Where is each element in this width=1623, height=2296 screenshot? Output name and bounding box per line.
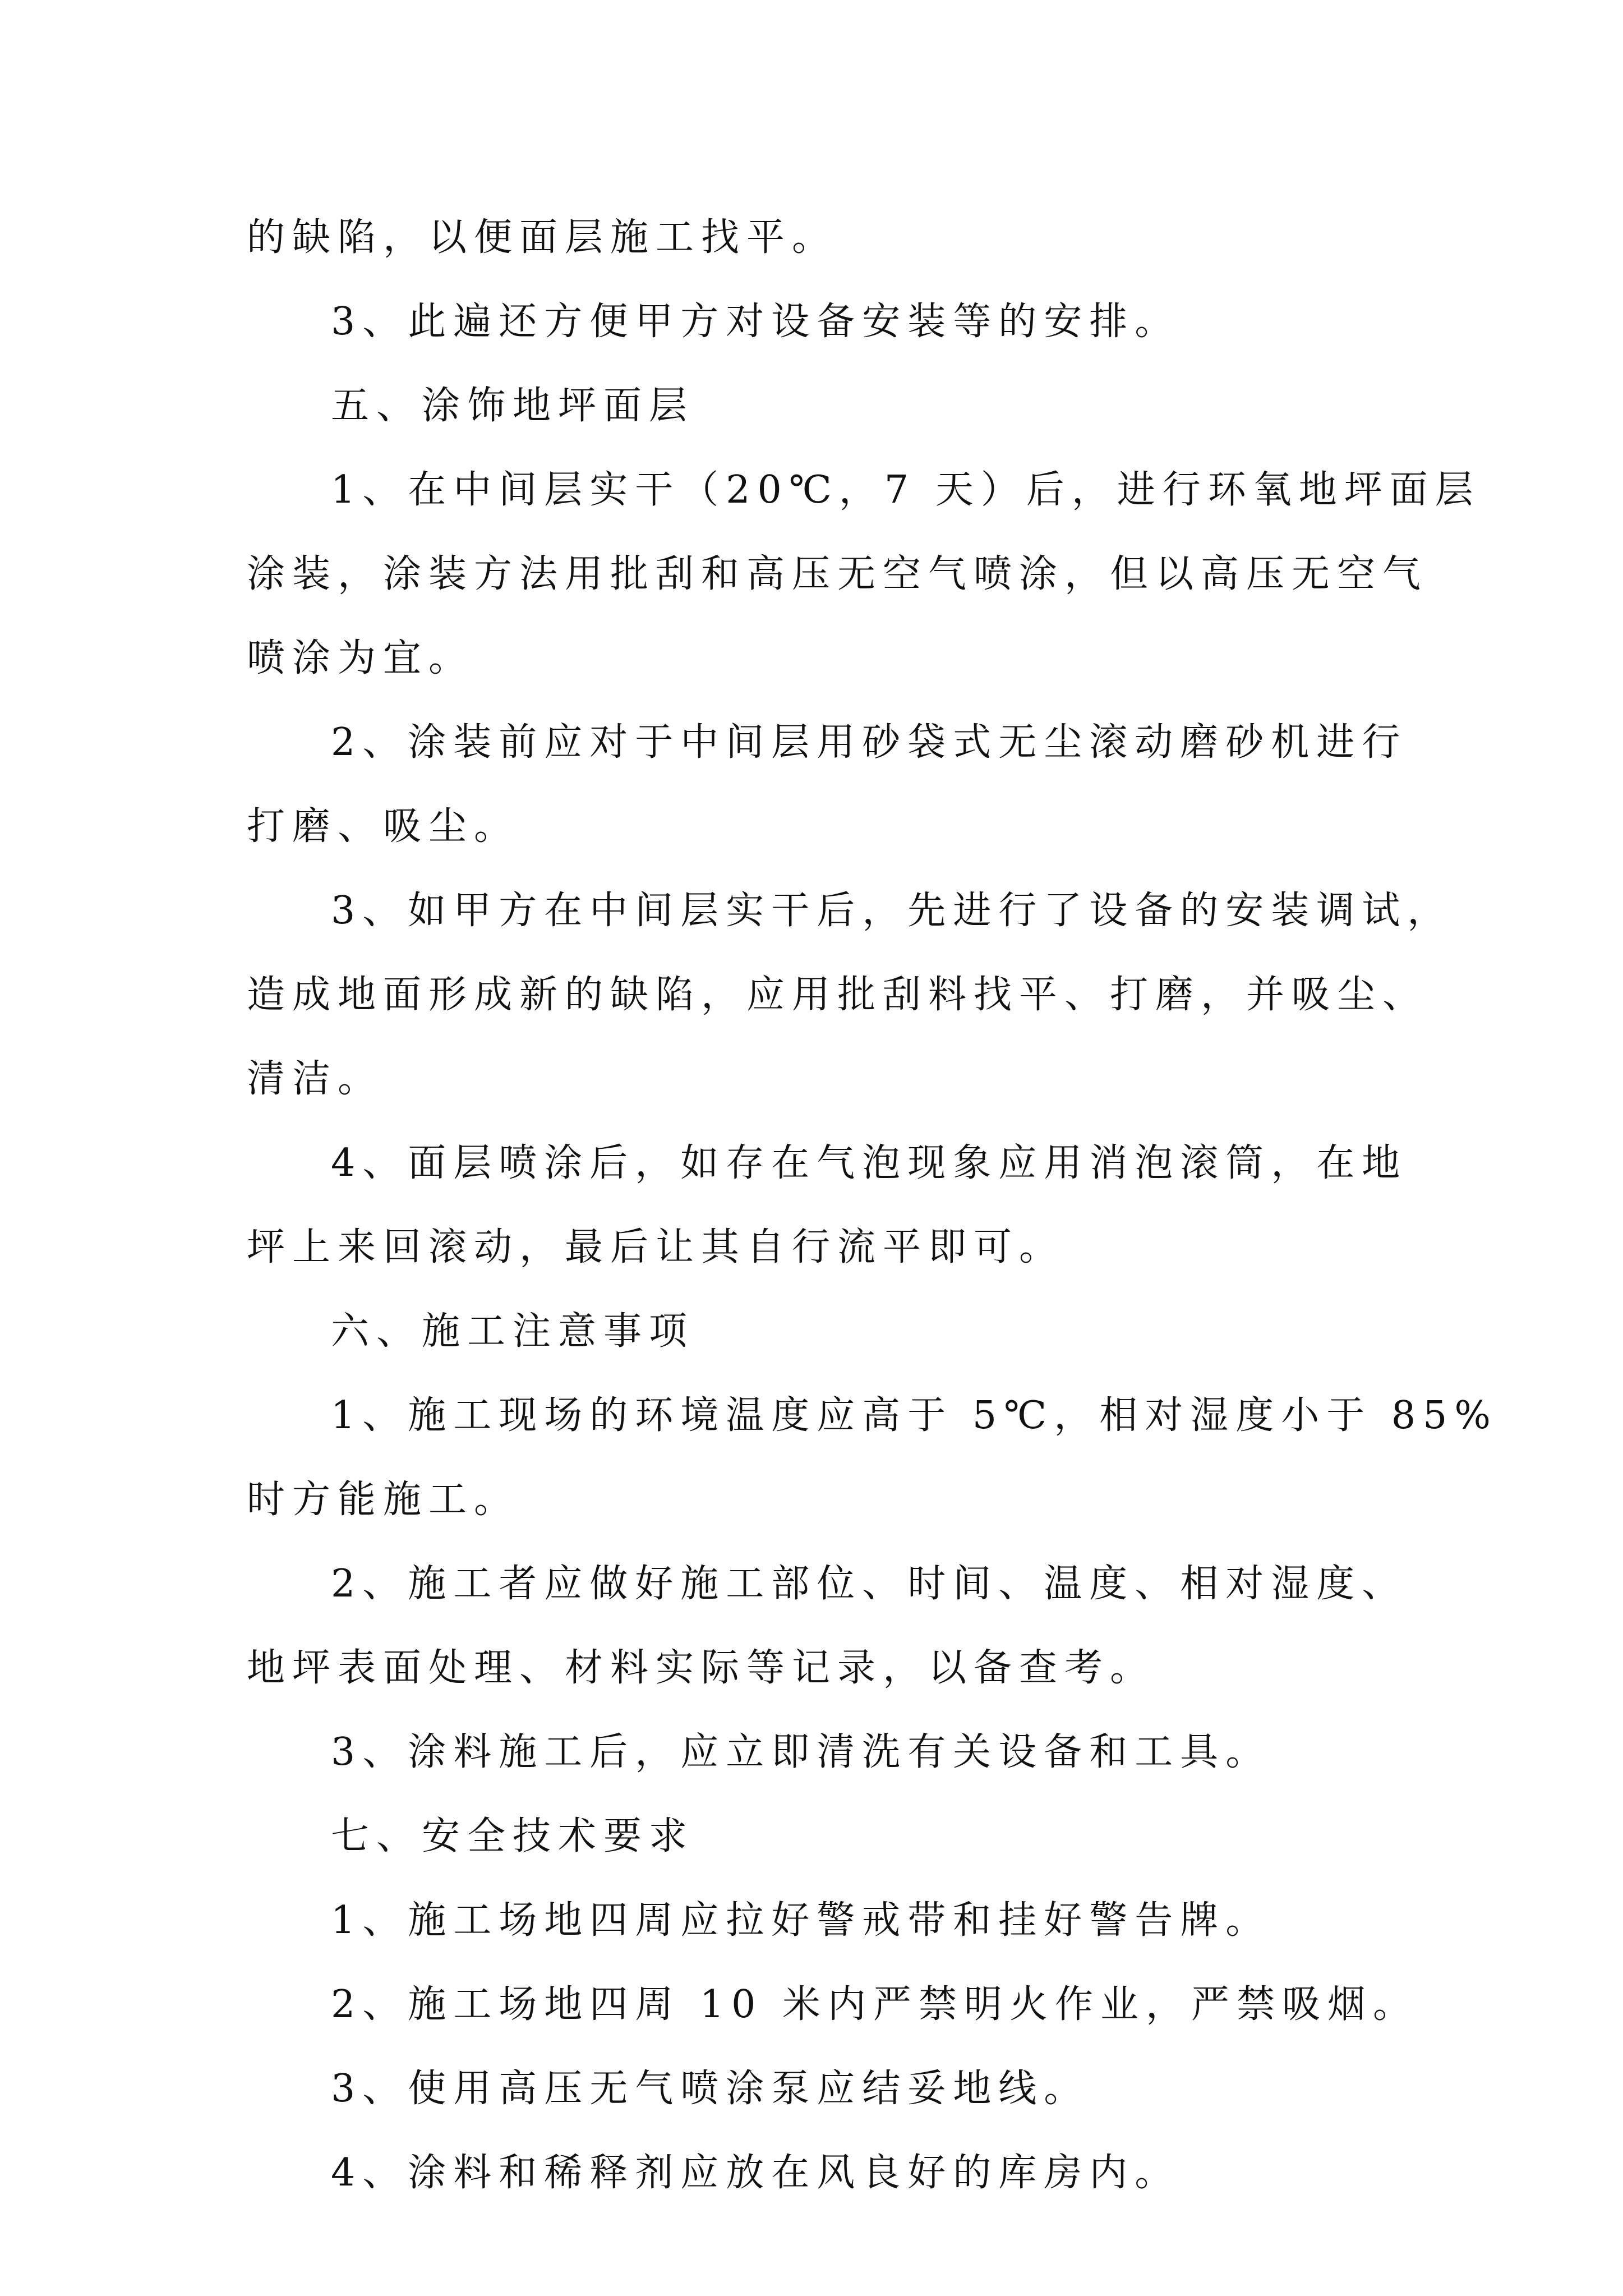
text-line: 涂装，涂装方法用批刮和高压无空气喷涂，但以高压无空气 (247, 552, 1428, 596)
text-line: 坪上来回滚动，最后让其自行流平即可。 (247, 1225, 1065, 1269)
text-line: 2、施工场地四周 10 米内严禁明火作业，严禁吸烟。 (331, 1982, 1419, 2027)
text-line: 清洁。 (247, 1057, 384, 1101)
section-heading: 七、安全技术要求 (331, 1814, 695, 1858)
text-line: 4、面层喷涂后，如存在气泡现象应用消泡滚筒，在地 (331, 1141, 1408, 1185)
section-heading: 六、施工注意事项 (331, 1309, 695, 1354)
text-line: 造成地面形成新的缺陷，应用批刮料找平、打磨，并吸尘、 (247, 973, 1428, 1017)
text-line: 3、涂料施工后，应立即清洗有关设备和工具。 (331, 1730, 1271, 1774)
text-line: 时方能施工。 (247, 1478, 520, 1522)
text-line: 3、此遍还方便甲方对设备安装等的安排。 (331, 300, 1181, 344)
text-line: 2、施工者应做好施工部位、时间、温度、相对湿度、 (331, 1562, 1408, 1606)
text-line: 1、施工场地四周应拉好警戒带和挂好警告牌。 (331, 1898, 1271, 1943)
section-heading: 五、涂饰地坪面层 (331, 384, 695, 428)
text-line: 地坪表面处理、材料实际等记录，以备查考。 (247, 1646, 1156, 1690)
text-line: 打磨、吸尘。 (247, 804, 520, 849)
text-line: 3、使用高压无气喷涂泵应结妥地线。 (331, 2067, 1090, 2111)
text-line: 3、如甲方在中间层实干后，先进行了设备的安装调试， (331, 889, 1453, 933)
text-line: 的缺陷，以便面层施工找平。 (247, 215, 838, 260)
text-line: 1、施工现场的环境温度应高于 5℃，相对湿度小于 85% (331, 1393, 1498, 1438)
text-line: 1、在中间层实干（20℃，7 天）后，进行环氧地坪面层 (331, 468, 1481, 512)
text-line: 2、涂装前应对于中间层用砂袋式无尘滚动磨砂机进行 (331, 720, 1408, 765)
text-line: 4、涂料和稀释剂应放在风良好的库房内。 (331, 2151, 1181, 2195)
text-line: 喷涂为宜。 (247, 636, 474, 680)
